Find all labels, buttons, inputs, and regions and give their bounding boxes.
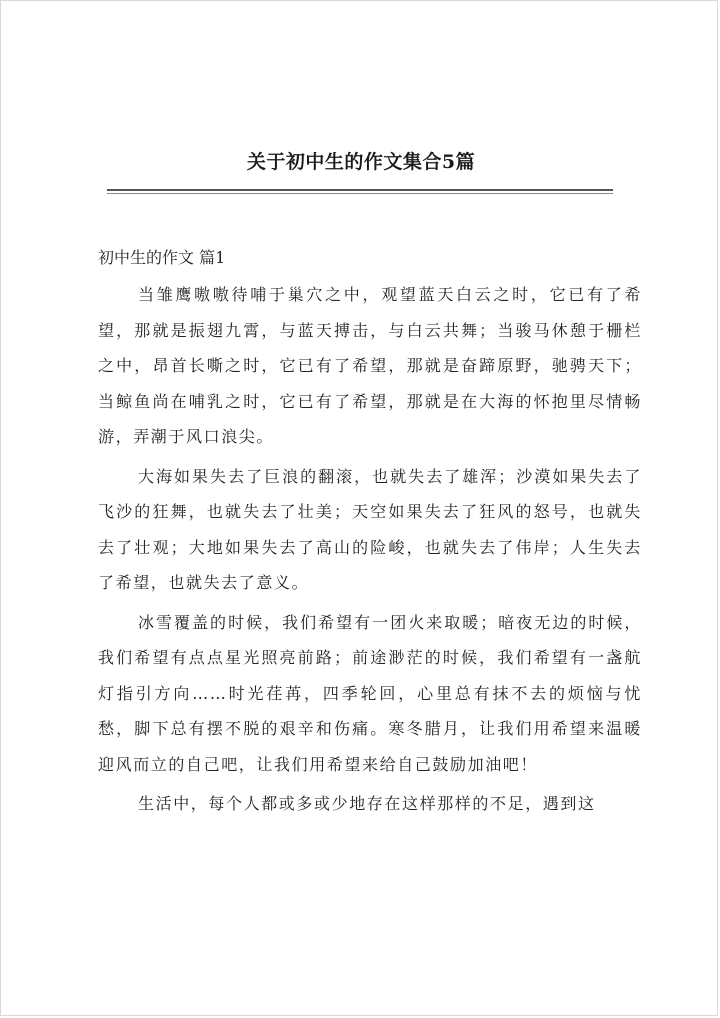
- title-divider-thick: [107, 189, 613, 191]
- section-heading: 初中生的作文 篇1: [98, 248, 226, 267]
- paragraph-2: 大海如果失去了巨浪的翻滚，也就失去了雄浑；沙漠如果失去了飞沙的狂舞，也就失去了壮美；天空如果失去了狂风的怒号，也就失去了壮观；大地如果失去了高山的险峻，也就失去了伟岸；人生失去了希望，也就失去了意义。: [98, 466, 642, 592]
- paragraph-4: 生活中，每个人都或多或少地存在这样那样的不足，遇到这: [138, 794, 596, 813]
- paragraph-3: 冰雪覆盖的时候，我们希望有一团火来取暖；暗夜无边的时候，我们希望有点点星光照亮前路；前途渺茫的时候，我们希望有一盏航灯指引方向……时光荏苒，四季轮回，心里总有抹不去的烦恼与忧愁，脚下总有摆不脱的艰辛和伤痛。寒冬腊月，让我们用希望来温暖迎风而立的自己吧，让我们用希望来给自己鼓励加油吧！: [98, 612, 642, 774]
- paragraph-1: 当雏鹰嗷嗷待哺于巢穴之中，观望蓝天白云之时，它已有了希望，那就是振翅九霄，与蓝天搏击，与白云共舞；当骏马休憩于栅栏之中，昂首长嘶之时，它已有了希望，那就是奋蹄原野，驰骋天下；当鲸鱼尚在哺乳之时，它已有了希望，那就是在大海的怀抱里尽情畅游，弄潮于风口浪尖。: [98, 285, 642, 446]
- title-divider-thin: [107, 193, 613, 194]
- document-title: 关于初中生的作文集合5篇: [246, 151, 476, 173]
- document-body: [98, 239, 642, 826]
